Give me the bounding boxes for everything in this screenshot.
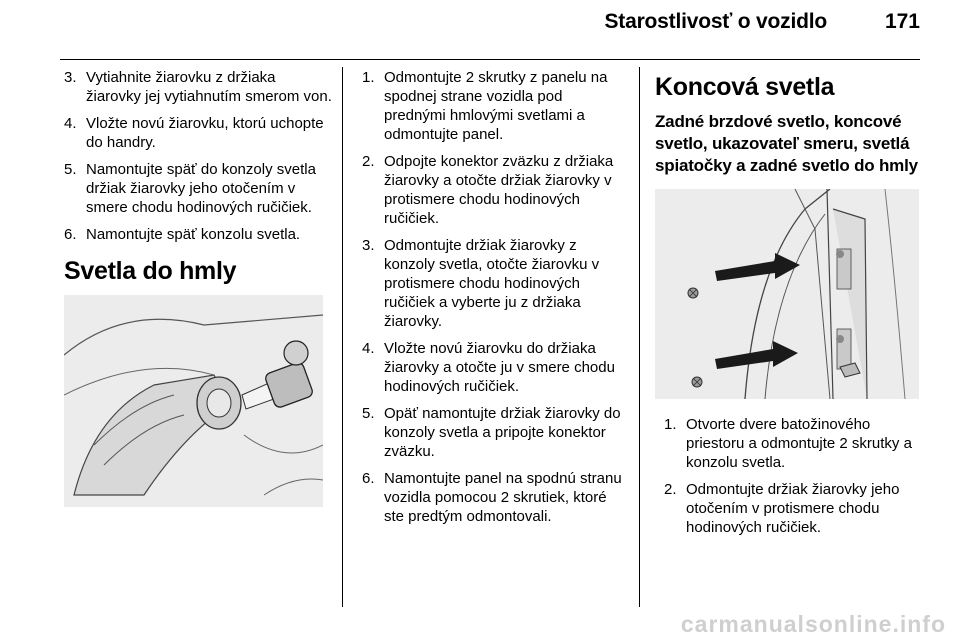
list-item: [362, 469, 628, 526]
step-number: 1.: [664, 416, 677, 433]
step-text: Odpojte konektor zväzku z držiaka žiarovky a otočte držiak žiarovky v protismere chodu hodinových ručičiek.: [384, 153, 614, 227]
list-item: [64, 160, 334, 217]
step-number: 4.: [64, 115, 77, 132]
step-text: Vložte novú žiarovku, ktorú uchopte do handry.: [86, 115, 324, 151]
list-item: [362, 68, 628, 144]
list-item: [362, 152, 628, 228]
steps-list: [64, 68, 334, 244]
step-number: 5.: [362, 405, 375, 422]
step-text: Otvorte dvere batožinového priestoru a odmontujte 2 skrutky a konzolu svetla.: [686, 416, 912, 471]
list-item: [362, 339, 628, 396]
step-number: 3.: [362, 237, 375, 254]
list-item: [664, 480, 923, 537]
step-text: Namontujte späť konzolu svetla.: [86, 226, 301, 243]
section-title-fog-lights: Svetla do hmly: [64, 257, 237, 285]
subheading-rear-lights: Zadné brzdové svetlo, koncové svetlo, ukazovateľ smeru, svetlá spiatočky a zadné svetlo do hmly: [655, 112, 918, 175]
list-item: [64, 225, 334, 244]
header-divider: [60, 59, 920, 60]
step-number: 3.: [64, 69, 77, 86]
watermark: carmanualsonline.info: [680, 611, 946, 637]
step-text: Opäť namontujte držiak žiarovky do konzoly svetla a pripojte konektor zväzku.: [384, 405, 621, 460]
column-divider-right: [639, 67, 640, 607]
list-item: [64, 68, 334, 106]
page-number: 171: [884, 10, 920, 33]
column-1: [64, 68, 334, 507]
step-number: 4.: [362, 340, 375, 357]
step-text: Odmontujte držiak žiarovky z konzoly svetla, otočte žiarovku v protismere chodu hodinových ručičiek a vyberte ju z držiaka žiarovky.: [384, 237, 600, 330]
list-item: [362, 404, 628, 461]
step-text: Vložte novú žiarovku do držiaka žiarovky a otočte ju v smere chodu hodinových ručičiek.: [384, 340, 615, 395]
list-item: [362, 236, 628, 331]
step-number: 6.: [64, 226, 77, 243]
column-3: [655, 68, 923, 545]
tail-light-removal-illustration: [655, 189, 919, 399]
column-divider-left: [342, 67, 343, 607]
column-2: [362, 68, 628, 534]
step-text: Vytiahnite žiarovku z držiaka žiarovky jej vytiahnutím smerom von.: [86, 69, 332, 105]
steps-list: [362, 68, 628, 526]
step-number: 6.: [362, 470, 375, 487]
steps-list: [655, 415, 923, 537]
list-item: [664, 415, 923, 472]
step-number: 2.: [362, 153, 375, 170]
step-text: Namontujte späť do konzoly svetla držiak žiarovky jeho otočením v smere chodu hodinových ručičiek.: [86, 161, 316, 216]
step-text: Odmontujte držiak žiarovky jeho otočením v protismere chodu hodinových ručičiek.: [686, 481, 900, 536]
list-item: [64, 114, 334, 152]
step-text: Odmontujte 2 skrutky z panelu na spodnej strane vozidla pod prednými hmlovými svetlami a odmontujte panel.: [384, 69, 608, 143]
step-text: Namontujte panel na spodnú stranu vozidla pomocou 2 skrutiek, ktoré ste predtým odmontovali.: [384, 470, 622, 525]
section-title-tail-lights: Koncová svetla: [655, 73, 835, 101]
page-title: Starostlivosť o vozidlo: [604, 10, 827, 33]
step-number: 2.: [664, 481, 677, 498]
fog-light-bulb-illustration: [64, 295, 323, 507]
step-number: 1.: [362, 69, 375, 86]
step-number: 5.: [64, 161, 77, 178]
